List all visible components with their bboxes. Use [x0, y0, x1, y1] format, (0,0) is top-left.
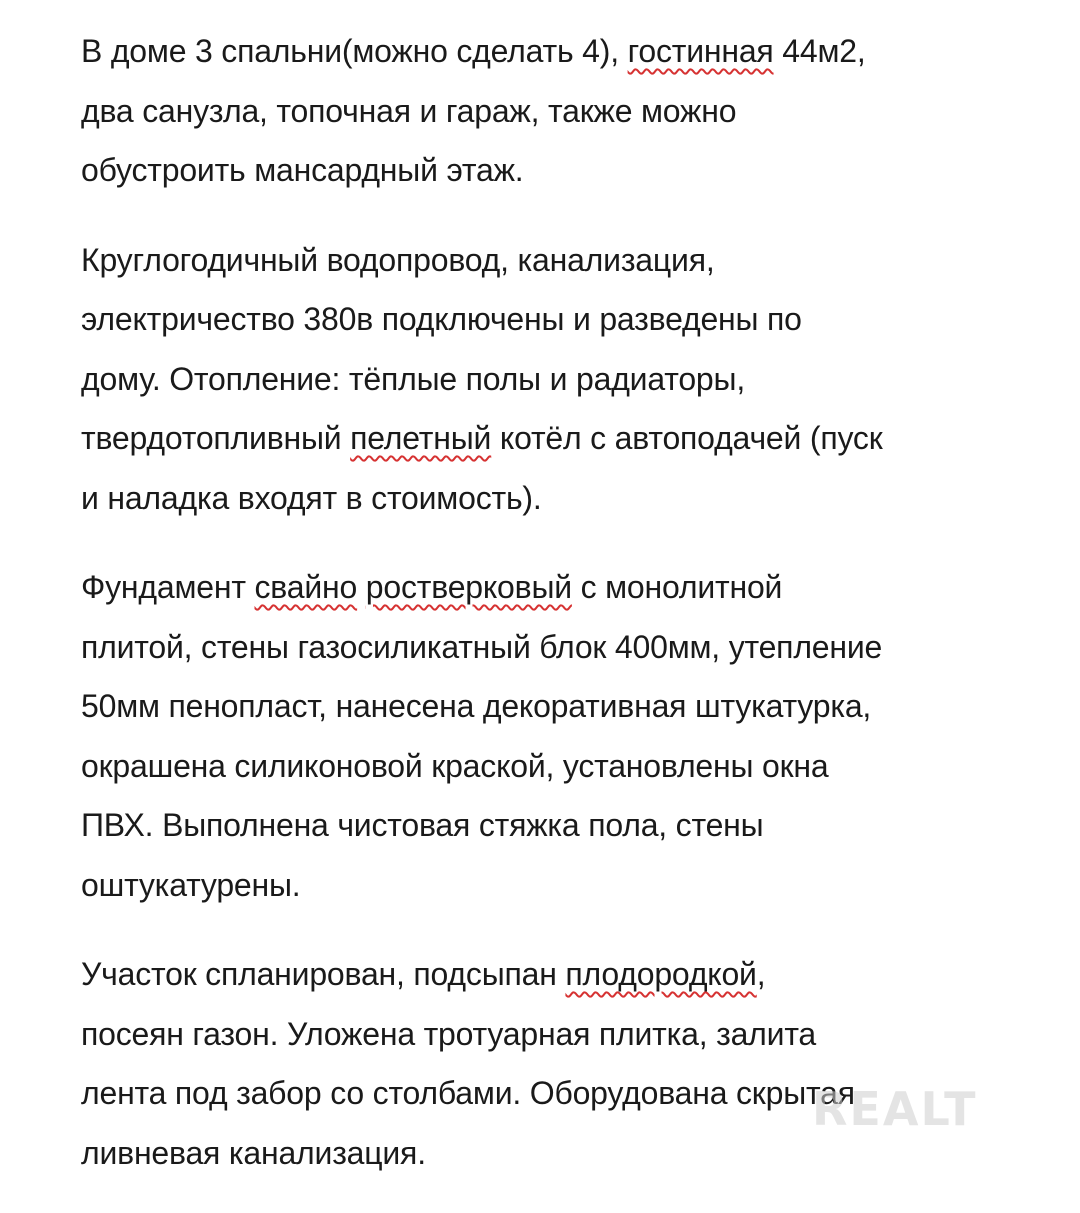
text-line: [81, 350, 1061, 410]
text-segment: дому. Отопление: тёплые полы и радиаторы,: [81, 360, 746, 397]
paragraph: [81, 231, 1061, 529]
text-segment: котёл с автоподачей (пуск: [491, 420, 883, 456]
text-segment: два санузла, топочная и гараж, также можно: [81, 92, 737, 129]
text-line: [81, 469, 1061, 529]
text-segment: [357, 569, 366, 605]
paragraph: [81, 558, 1061, 915]
misspelled-word[interactable]: пелетный: [350, 420, 492, 456]
document-body: [81, 22, 1061, 1213]
text-segment: плитой, стены газосиликатный блок 400мм, утепление: [81, 628, 883, 665]
text-segment: ливневая канализация.: [81, 1134, 426, 1171]
misspelled-word[interactable]: свайно: [254, 569, 358, 605]
text-line: [81, 82, 1061, 142]
text-segment: посеян газон. Уложена тротуарная плитка, залита: [81, 1015, 817, 1052]
text-line: [81, 618, 1061, 678]
text-segment: В доме 3 спальни(можно сделать 4),: [81, 33, 628, 69]
realt-watermark-logo: REALT: [812, 1082, 978, 1136]
text-line: [81, 290, 1061, 350]
text-line: [81, 141, 1061, 201]
paragraph: [81, 945, 1061, 1183]
text-line: [81, 231, 1061, 291]
text-segment: оштукатурены.: [81, 866, 301, 903]
text-segment: Фундамент: [81, 569, 255, 605]
misspelled-word[interactable]: гостинная: [627, 33, 774, 69]
paragraph: [81, 22, 1061, 201]
text-segment: ПВХ. Выполнена чистовая стяжка пола, стены: [81, 807, 764, 843]
text-segment: Участок спланирован, подсыпан: [81, 956, 566, 992]
misspelled-word[interactable]: ростверковый: [365, 569, 572, 605]
text-segment: с монолитной: [571, 569, 783, 605]
text-segment: лента под забор со столбами. Оборудована скрытая: [81, 1075, 855, 1111]
text-segment: электричество 380в подключены и разведены по: [81, 301, 802, 337]
text-line: [81, 1005, 1061, 1065]
text-line: [81, 856, 1061, 916]
text-line: [81, 558, 1061, 618]
text-segment: твердотопливный: [81, 420, 351, 456]
text-line: [81, 945, 1061, 1005]
text-line: [81, 677, 1061, 737]
text-line: [81, 22, 1061, 82]
text-line: [81, 409, 1061, 469]
text-line: [81, 796, 1061, 856]
text-segment: ,: [756, 956, 766, 992]
text-segment: и наладка входят в стоимость).: [81, 479, 542, 516]
text-segment: окрашена силиконовой краской, установлены окна: [81, 747, 829, 784]
text-segment: 50мм пенопласт, нанесена декоративная штукатурка,: [81, 688, 872, 724]
text-line: [81, 737, 1061, 797]
text-segment: обустроить мансардный этаж.: [81, 152, 524, 188]
misspelled-word[interactable]: плодородкой: [565, 956, 757, 992]
text-segment: 44м2,: [773, 33, 866, 69]
text-segment: Круглогодичный водопровод, канализация,: [81, 241, 715, 278]
